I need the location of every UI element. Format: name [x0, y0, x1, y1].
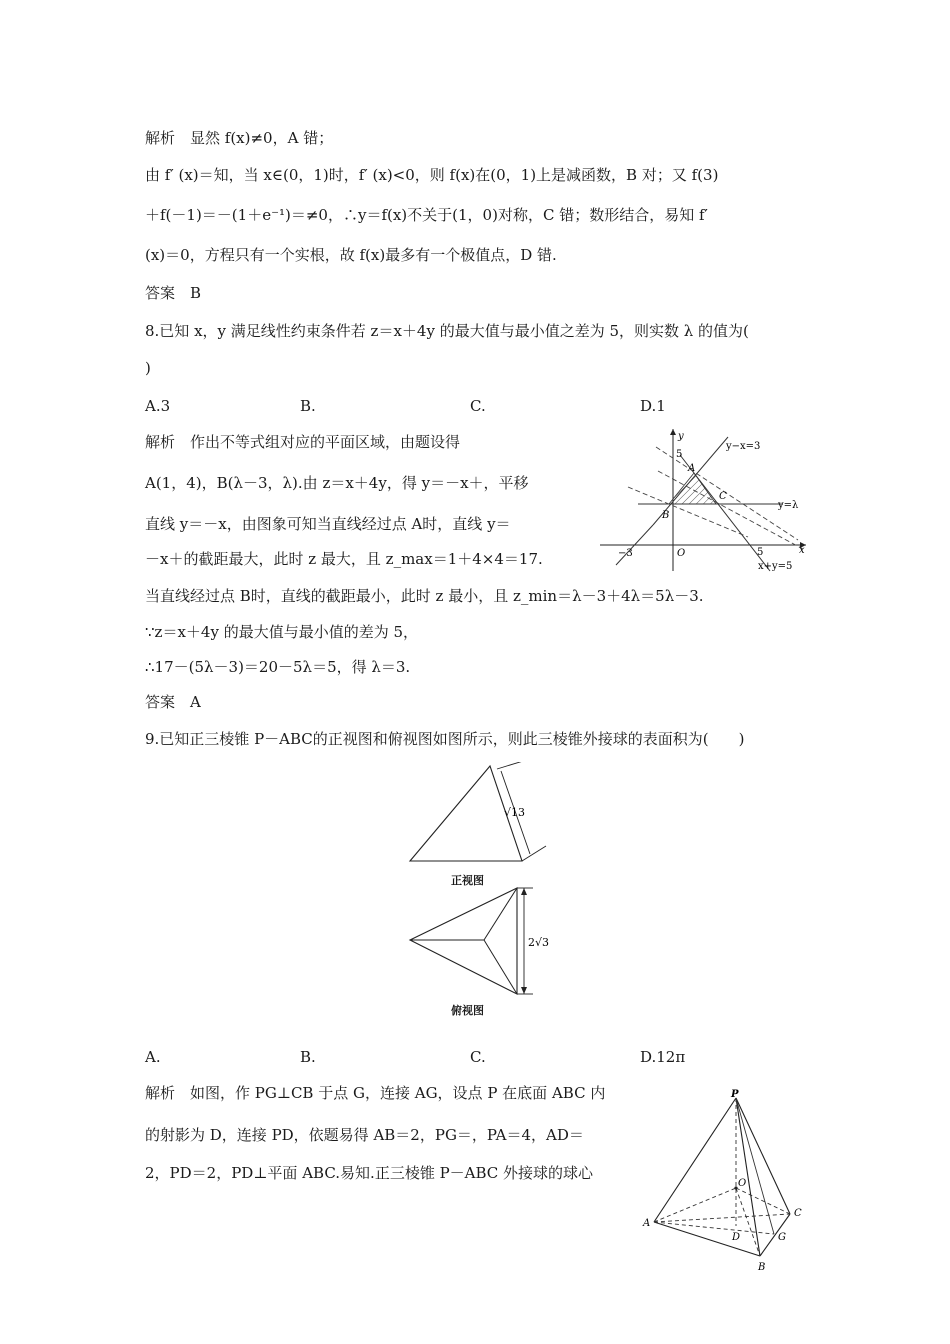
- q7-analysis-line3: ＋f(－1)＝－(1＋e⁻¹)＝≠0，∴y＝f(x)不关于(1，0)对称，C 错；数形结合，易知 f′: [145, 206, 708, 224]
- graph-label-origin: O: [677, 548, 686, 559]
- pyramid-label-d: D: [732, 1232, 741, 1243]
- q9-option-a: A.: [145, 1048, 161, 1066]
- q7-answer: 答案 B: [145, 284, 202, 302]
- pyramid-label-c: C: [794, 1208, 802, 1219]
- q9-stem: 9.已知正三棱锥 P－ABC的正视图和俯视图如图所示，则此三棱锥外接球的表面积为( ): [145, 730, 745, 748]
- graph-label-point-b: B: [662, 510, 670, 521]
- q8-stem: 8.已知 x，y 满足线性约束条件若 z＝x＋4y 的最大值与最小值之差为 5，则实数 λ 的值为(: [145, 322, 749, 340]
- pyramid-label-o: O: [738, 1178, 747, 1189]
- graph-label-line1: y−x=3: [726, 441, 761, 452]
- q7-analysis-line4: (x)＝0，方程只有一个实根，故 f(x)最多有一个极值点，D 错.: [145, 246, 557, 264]
- q8-analysis-line3: 直线 y＝－x，由图象可知当直线经过点 A时，直线 y＝: [145, 515, 511, 533]
- graph-label-line2: y=λ: [778, 500, 799, 511]
- graph-label-five-y: 5: [676, 449, 683, 460]
- q8-option-b: B.: [300, 397, 316, 415]
- pyramid-label-b: B: [758, 1262, 766, 1273]
- q8-answer: 答案 A: [145, 693, 201, 711]
- top-view-caption: 俯视图: [451, 1004, 484, 1017]
- q8-stem-end: ): [145, 359, 151, 377]
- q9-option-b: B.: [300, 1048, 316, 1066]
- top-view-figure: [400, 884, 560, 1000]
- q9-analysis-line2: 的射影为 D，连接 PD，依题易得 AB＝2，PG＝，PA＝4，AD＝: [145, 1126, 584, 1144]
- q8-analysis-line5: 当直线经过点 B时，直线的截距最小，此时 z 最小，且 z_min＝λ－3＋4λ＝5λ－3.: [145, 587, 704, 605]
- front-view-caption: 正视图: [451, 874, 484, 887]
- q7-analysis-line2: 由 f′ (x)＝知，当 x∈(0，1)时，f′ (x)<0，则 f(x)在(0，1)上是减函数，B 对；又 f(3): [145, 166, 719, 184]
- graph-label-point-c: C: [719, 491, 727, 502]
- q9-analysis-line1: 解析 如图，作 PG⊥CB 于点 G，连接 AG，设点 P 在底面 ABC 内: [145, 1084, 606, 1102]
- graph-label-five-x: 5: [757, 547, 764, 558]
- graph-label-point-a: A: [688, 463, 696, 474]
- q8-analysis-line7: ∴17－(5λ－3)＝20－5λ＝5，得 λ＝3.: [145, 658, 411, 676]
- q7-analysis-line1: 解析 显然 f(x)≠0，A 错；: [145, 129, 334, 147]
- q8-analysis-line4: －x＋的截距最大，此时 z 最大，且 z_max＝1＋4×4＝17.: [145, 550, 543, 568]
- pyramid-label-g: G: [778, 1232, 786, 1243]
- pyramid-figure: [640, 1088, 820, 1274]
- q8-option-a: A.3: [145, 397, 171, 415]
- front-view-dim-label: √13: [504, 806, 526, 819]
- graph-label-x-axis: x: [799, 545, 805, 556]
- q8-option-d: D.1: [640, 397, 666, 415]
- graph-label-y-axis: y: [678, 431, 684, 442]
- q8-option-c: C.: [470, 397, 486, 415]
- pyramid-label-p: P: [731, 1089, 739, 1100]
- q9-analysis-line3: 2，PD＝2，PD⊥平面 ABC.易知.正三棱锥 P－ABC 外接球的球心: [145, 1164, 594, 1182]
- top-view-dim-label: 2√3: [528, 936, 550, 949]
- q9-option-d: D.12π: [640, 1048, 686, 1066]
- graph-label-neg3: −3: [618, 548, 633, 559]
- q8-analysis-line2: A(1，4)，B(λ－3，λ).由 z＝x＋4y，得 y＝－x＋，平移: [145, 474, 529, 492]
- pyramid-label-a: A: [643, 1218, 651, 1229]
- q8-analysis-line1: 解析 作出不等式组对应的平面区域，由题设得: [145, 433, 461, 451]
- graph-label-line3: x+y=5: [758, 561, 793, 572]
- q8-analysis-line6: ∵z＝x＋4y 的最大值与最小值的差为 5，: [145, 623, 419, 641]
- q9-option-c: C.: [470, 1048, 486, 1066]
- front-view-figure: [400, 762, 550, 868]
- feasible-region-graph: [598, 425, 810, 575]
